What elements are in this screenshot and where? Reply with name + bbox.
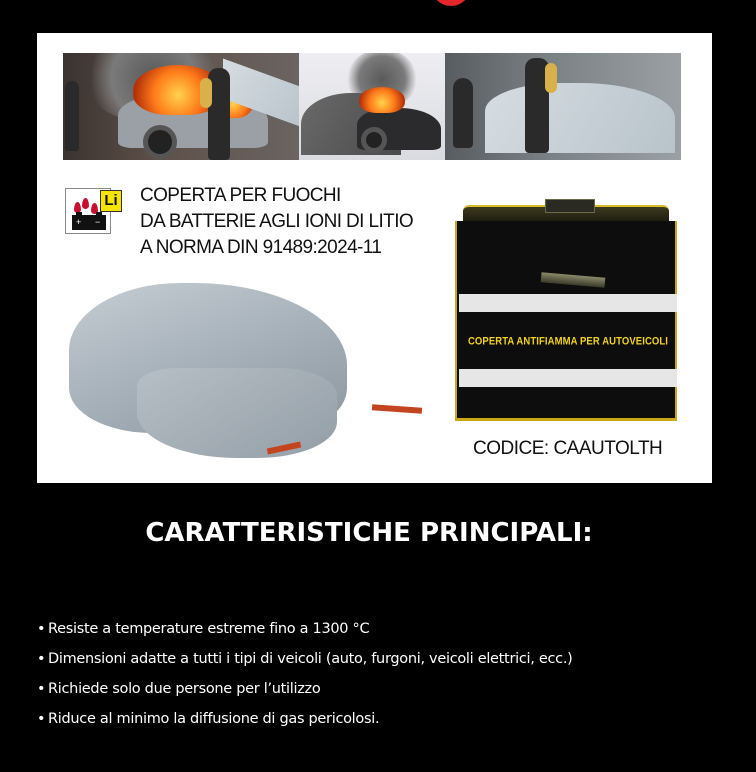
product-title xyxy=(140,183,413,261)
product-code: CODICE: CAAUTOLTH xyxy=(473,438,663,459)
list-item xyxy=(37,704,572,734)
battery-plus-sign: + xyxy=(76,217,82,227)
feature-text: Richiede solo due persone per l’utilizzo xyxy=(48,681,321,697)
car-fire-firefighter-photo xyxy=(63,53,299,160)
covered-car-image xyxy=(67,273,427,473)
bag-label: COPERTA ANTIFIAMMA PER AUTOVEICOLI xyxy=(467,335,669,348)
reflective-band xyxy=(459,294,677,312)
list-item xyxy=(37,674,572,704)
reflective-band xyxy=(459,369,677,387)
feature-text: Dimensioni adatte a tutti i tipi di veicoli (auto, furgoni, veicoli elettrici, ecc.) xyxy=(48,651,573,667)
bullet-icon: • xyxy=(37,681,46,697)
burning-car-under-blanket-photo xyxy=(299,53,445,160)
photo-strip xyxy=(63,53,681,160)
feature-list xyxy=(37,614,572,734)
product-title-block xyxy=(65,183,425,263)
decorative-red-shape xyxy=(431,0,471,6)
battery-minus-sign: − xyxy=(95,217,101,227)
title-line-2: DA BATTERIE AGLI IONI DI LITIO xyxy=(140,211,414,232)
product-image-card xyxy=(37,33,712,483)
feature-text: Resiste a temperature estreme fino a 1300 °C xyxy=(48,621,370,637)
bullet-icon: • xyxy=(37,621,46,637)
title-line-3: A NORMA DIN 91489:2024-11 xyxy=(140,237,382,258)
blanket-strap xyxy=(372,404,422,413)
firefighters-covered-car-photo xyxy=(445,53,681,160)
title-line-1: COPERTA PER FUOCHI xyxy=(140,185,341,206)
bullet-icon: • xyxy=(37,711,46,727)
blanket-storage-bag-image xyxy=(455,205,677,421)
lithium-battery-fire-icon xyxy=(65,188,118,234)
li-badge: Li xyxy=(100,190,122,212)
bullet-icon: • xyxy=(37,651,46,667)
list-item xyxy=(37,614,572,644)
feature-text: Riduce al minimo la diffusione di gas pericolosi. xyxy=(48,711,380,727)
list-item xyxy=(37,644,572,674)
features-heading: CARATTERISTICHE PRINCIPALI: xyxy=(145,518,593,548)
bag-handle xyxy=(545,199,595,213)
